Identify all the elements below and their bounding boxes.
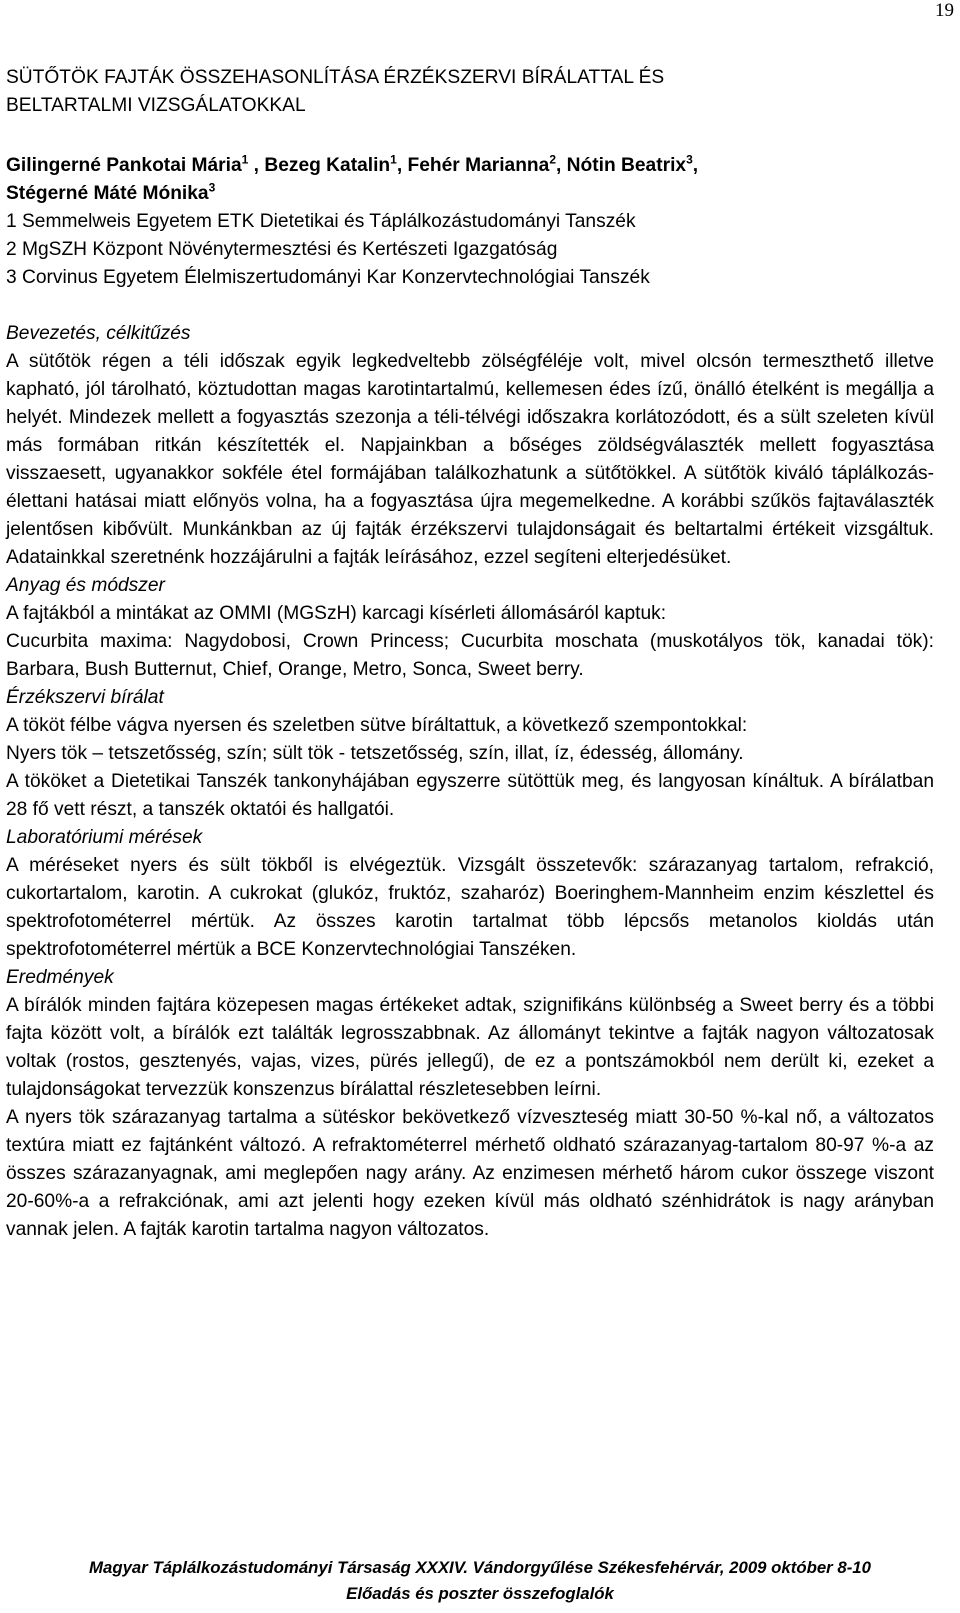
- author-name: Stégerné Máté Mónika: [6, 183, 209, 204]
- section-title-lab: Laboratóriumi mérések: [6, 827, 203, 848]
- lab-paragraph: A méréseket nyers és sült tökből is elvégeztük. Vizsgált összetevők: szárazanyag tartalom, refrakció, cukortartalom, karotin. A cukrokat (glukóz, fruktóz, szaharóz) Boeringhem-Mannheim enzim készlettel és spektrofotométerrel mértük. Az összes karotin tartalmat több lépcsős metanolos kioldás után spektrofotométerrel mértük a BCE Konzervtechnológiai Tanszéken.: [6, 855, 934, 960]
- affiliation-1: 1 Semmelweis Egyetem ETK Dietetikai és Táplálkozástudományi Tanszék: [6, 211, 636, 232]
- intro-paragraph: A sütőtök régen a téli időszak egyik legkedveltebb zölségféléje volt, mivel olcsón termeszthető illetve kapható, jól tárolható, köztudottan magas karotintartalmú, kellemesen édes ízű, önálló ételként is megállja a helyét. Mindezek mellett a fogyasztás szezonja a téli-télvégi időszakra korlátozódott, és a sült szeleten kívül más formában ritkán készítették el. Napjainkban a bőséges zöldségválaszték mellett fogyasztása visszaesett, ugyanakkor sokféle étel formájában találkozhatunk a sütőtökkel. A sütőtök kiváló táplálkozás-élettani hatásai miatt előnyös volna, ha a fogyasztása újra megemelkedne. A korábbi szűkös fajtaválaszték jelentősen kibővült. Munkánkban az új fajták érzékszervi tulajdonságait és beltartalmi értékeit vizsgáltuk. Adatainkkal szeretnénk hozzájárulni a fajták leírásához, ezzel segíteni elterjedésüket.: [6, 351, 934, 568]
- author-list: [6, 152, 934, 208]
- page-number: 19: [935, 0, 954, 21]
- article-title: [6, 64, 934, 120]
- section-title-results: Eredmények: [6, 967, 114, 988]
- sensory-procedure-paragraph: A tököket a Dietetikai Tanszék tankonyhájában egyszerre sütöttük meg, és langyosan kínáltuk. A bírálatban 28 fő vett részt, a tanszék oktatói és hallgatói.: [6, 771, 934, 820]
- section-title-sensory: Érzékszervi bírálat: [6, 687, 164, 708]
- section-title-intro: Bevezetés, célkitűzés: [6, 323, 191, 344]
- title-line-1: SÜTŐTÖK FAJTÁK ÖSSZEHASONLÍTÁSA ÉRZÉKSZERVI BÍRÁLATTAL ÉS: [6, 67, 665, 88]
- author-name: , Bezeg Katalin: [248, 155, 391, 176]
- methods-paragraph: A fajtákból a mintákat az OMMI (MGSzH) karcagi kísérleti állomásáról kaptuk:: [6, 603, 667, 624]
- title-line-2: BELTARTALMI VIZSGÁLATOKKAL: [6, 95, 306, 116]
- footer-subtitle: Előadás és poszter összefoglalók: [346, 1584, 614, 1603]
- affiliation-3: 3 Corvinus Egyetem Élelmiszertudományi Kar Konzervtechnológiai Tanszék: [6, 267, 650, 288]
- author-affiliation-mark: 3: [686, 152, 693, 167]
- sensory-criteria-paragraph: Nyers tök – tetszetősség, szín; sült tök - tetszetősség, szín, illat, íz, édesség, állomány.: [6, 743, 744, 764]
- results-paragraph-2: A nyers tök szárazanyag tartalma a sütéskor bekövetkező vízveszteség miatt 30-50 %-kal nő, a változatos textúra miatt ez fajtánként változó. A refraktométerrel mérhető oldható szárazanyag-tartalom 80-97 %-a az összes szárazanyagnak, ami meglepően nagy arány. Az enzimesen mérhető három cukor összege viszont 20-60%-a a refrakciónak, ami azt jelenti hogy ezeken kívül más oldható szénhidrátok is nagy arányban vannak jelen. A fajták karotin tartalma nagyon változatos.: [6, 1107, 934, 1240]
- sensory-paragraph: A tököt félbe vágva nyersen és szeletben sütve bíráltattuk, a következő szempontokkal:: [6, 715, 748, 736]
- article-body: [6, 64, 934, 1244]
- author-affiliation-mark: 2: [549, 152, 557, 167]
- affiliation-2: 2 MgSZH Központ Növénytermesztési és Kertészeti Igazgatóság: [6, 239, 558, 260]
- author-name: Gilingerné Pankotai Mária: [6, 155, 242, 176]
- author-separator: ,: [692, 155, 699, 176]
- section-title-methods: Anyag és módszer: [6, 575, 165, 596]
- author-name: , Fehér Marianna: [396, 155, 550, 176]
- footer-conference: Magyar Táplálkozástudományi Társaság XXXIV. Vándorgyűlése Székesfehérvár, 2009 október 8-10: [89, 1558, 871, 1577]
- author-affiliation-mark: 1: [241, 152, 249, 167]
- author-affiliation-mark: 1: [390, 152, 397, 167]
- author-affiliation-mark: 3: [208, 180, 216, 195]
- author-name: , Nótin Beatrix: [556, 155, 687, 176]
- results-paragraph-1: A bírálók minden fajtára közepesen magas értékeket adtak, szignifikáns különbség a Sweet berry és a többi fajta között volt, a bírálók ezt találták legrosszabbnak. Az állományt tekintve a fajták nagyon változatosak voltak (rostos, gesztenyés, vajas, vizes, pürés jellegű), de ez a pontszámokból nem derült ki, ezeket a tulajdonságokat tervezzük konszenzus bírálattal részletesebben leírni.: [6, 995, 934, 1100]
- methods-varieties-paragraph: Cucurbita maxima: Nagydobosi, Crown Princess; Cucurbita moschata (muskotályos tök, kanadai tök): Barbara, Bush Butternut, Chief, Orange, Metro, Sonca, Sweet berry.: [6, 631, 934, 680]
